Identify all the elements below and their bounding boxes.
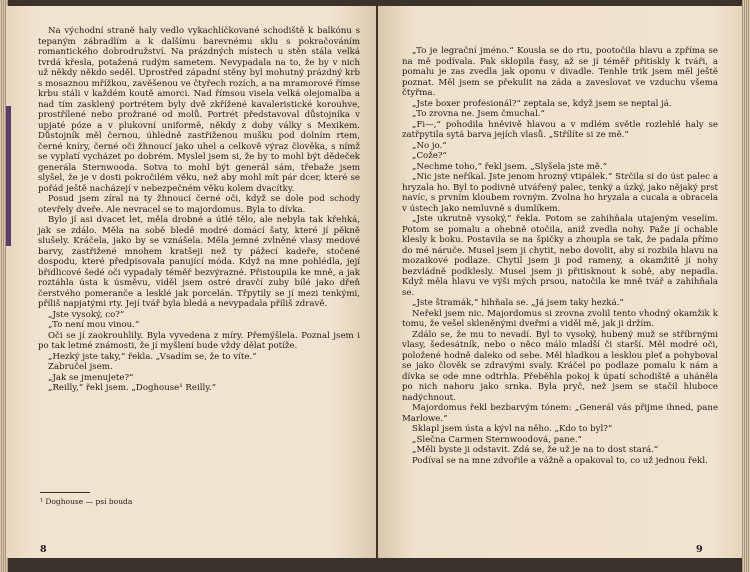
- left-page: [6, 6, 376, 558]
- paragraph: Neřekl jsem nic. Majordomus si zrovna zvolil tento vhodný okamžik k tomu, že vešel skleněnými dveřmi a viděl mě, jak ji držím.: [402, 308, 718, 329]
- paragraph: „Jste boxer profesionál?“ zeptala se, když jsem se neptal já.: [412, 98, 672, 109]
- paragraph: „Jak se jmenujete?“: [48, 372, 134, 383]
- paragraph: „Nic jste neříkal. Jste jenom hrozný vtipálek.“ Strčila si do úst palec a hryzala ho. Byl to podivně utvářený palec, tenký a úzký, jako nějaký prst navíc, s prvním kloubem rovným. Zvolna ho hryzala a cucala a obracela v ústech jako nemluvně s dumlíkem.: [402, 172, 718, 214]
- paragraph: Bylo jí asi dvacet let, měla drobné a útlé tělo, ale nebyla tak křehká, jak se zdálo. Měla na sobě bledě modré domácí šaty, které jí pěkně slušely. Kráčela, jako by se vznášela. Měla jemné zvlněné vlasy medové barvy, zastřižené mnohem kratšeji než ty pážecí kadeře, stočené dospodu, které předpisovala panující móda. Když na mne pohlédla, její břidlicové šedé oči vypadaly téměř bezvýrazné. Přistoupila ke mně, a jak roztáhla ústa k úsměvu, viděl jsem ostré dravčí zuby bílé jako dřeň čerstvého pomeranče a lesklé jak porcelán. Třpytily se jí mezi tenkými, příliš napjatými rty. Její tvář byla bledá a nevypadala příliš zdravě.: [38, 215, 360, 309]
- paragraph: „Fi—,“ pohodila hněvivě hlavou a v mdlém světle rozlehlé haly se zatřpytila sytá barva jejích vlasů. „Střílíte si ze mě.“: [402, 119, 718, 140]
- paragraph: „Měli byste ji odstavit. Zdá se, že už je na to dost stará.“: [412, 445, 659, 455]
- paragraph: „To zrovna ne. Jsem čmuchal.“: [412, 109, 545, 119]
- footnote: ¹ Doghouse — psí bouda: [40, 497, 133, 506]
- left-page-text: [38, 26, 360, 394]
- paragraph: „Hezký jste taky,“ řekla. „Vsadím se, že to víte.“: [48, 351, 257, 362]
- paragraph: Na východní straně haly vedlo vykachlíčkované schodiště k balkónu s tepaným zábradlím a k dalšímu barevnému sklu s pokračováním romantického dobrodružství. Na prázdných místech u stěn stála velká tvrdá křesla, potažená rudým sametem. Nevypadala na to, že by v nich už někdy někdo seděl. Uprostřed západní stěny byl mohutný prázdný krb s mosaznou mřížkou, zavěšenou ve čtyřech rozích, a na mramorové římse krbu stáli v každém koutě amorci. Nad římsou visela velká olejomalba a nad tím zasklený portrétem byly dvě zkřížené kavaleristické korouhve, prostřílené nebo prožrané od molů. Portrét představoval důstojníka v upjaté póze a v plukovní uniformě, někdy z doby války s Mexikem. Důstojník měl černou, úhledně zastřiženou mušku pod dolním rtem, černé kníry, černé oči žhnoucí jako uhel a celkově výraz člověka, s nímž se vyplatí vycházet po dobrém. Myslel jsem si, že by to mohl být dědeček generála Sternwooda. Sotva to mohl být generál sám, třebaže jsem slyšel, že je v dosti pokročilém věku, než aby mohl mít pár dcer, které se pořád ještě nacházejí v nebezpečném věku kolem dvacítky.: [38, 26, 360, 194]
- right-page-edges: [742, 0, 750, 572]
- right-page: [378, 6, 742, 558]
- bookmark-ribbon: [6, 106, 11, 246]
- paragraph: Oči se jí zaokrouhlily. Byla vyvedena z míry. Přemýšlela. Poznal jsem i po tak letmé známosti, že jí myšlení bude vždy dělat potíže.: [38, 330, 360, 351]
- paragraph: „To není mou vinou.“: [48, 320, 140, 330]
- paragraph: Zabručel jsem.: [48, 362, 113, 372]
- right-page-text: [402, 46, 718, 466]
- page-number-left: 8: [40, 544, 47, 555]
- paragraph: „Jste ukrutně vysoký,“ řekla. Potom se zahihňala utajeným veselím. Potom se pomalu a ohebně otočila, aniž zvedla nohy. Paže jí ochable klesly k boku. Postavila se na špičky a zhoupla se tak, že padala přímo do mé náruče. Musel jsem ji chytit, nebo dovolit, aby si rozbila hlavu na mozaikové podlaze. Chytil jsem ji pod rameny, a okamžitě jí nohy bezvládně podklesly. Musel jsem ji přitisknout k sobě, aby nepadla. Když měla hlavu ve výši mých prsou, natočila ke mně tvář a zahihňala se.: [402, 214, 718, 298]
- page-number-right: 9: [696, 544, 703, 555]
- paragraph: Zdálo se, že mu to nevadí. Byl to vysoký, hubený muž se stříbrnými vlasy, šedesátník, nebo o něco málo mladší či starší. Měl modré oči, položené hodně daleko od sebe. Měl hladkou a lesklou pleť a pohyboval se jako člověk se zdravými svaly. Kráčel po podlaze pomalu k nám a dívka se ode mne odtrhla. Přeběhla pokoj k úpatí schodiště a uháněla po nich nahoru jako srnka. Byla pryč, než jsem se stačil hluboce nadýchnout.: [402, 329, 718, 403]
- footnote-rule: [40, 492, 90, 493]
- paragraph: „Cože?“: [412, 151, 447, 161]
- paragraph: Majordomus řekl bezbarvým tónem: „Generál vás přijme ihned, pane Marlowe.“: [402, 403, 718, 424]
- paragraph: „To je legrační jméno.“ Kousla se do rtu, pootočila hlavu a zpříma se na mě podívala. Pak sklopila řasy, až se jí téměř přitiskly k tváři, a pomalu je zas zvedla jak oponu v divadle. Tenhle trik jsem měl ještě poznat. Měl jsem se překulit na záda a zaveslovat ve vzduchu všema čtyřma.: [402, 46, 718, 98]
- paragraph: Podíval se na mne zdvořile a vážně a opakoval to, co už jednou řekl.: [412, 455, 708, 466]
- paragraph: „No jo.“: [412, 140, 447, 151]
- paragraph: „Nechme toho,“ řekl jsem. „Slyšela jste mě.“: [412, 161, 607, 172]
- paragraph: „Slečna Carmen Sternwoodová, pane.“: [412, 434, 582, 445]
- paragraph: Sklapl jsem ústa a kývl na něho. „Kdo to byl?“: [412, 424, 613, 434]
- paragraph: „Jste vysoký, co?“: [48, 309, 125, 320]
- paragraph: „Jste štramák,“ hihňala se. „Já jsem taky hezká.“: [412, 298, 624, 308]
- paragraph: Posud jsem zíral na ty žhnoucí černé oči, když se dole pod schody otevřely dveře. Ale nevracel se to majordomus. Byla to dívka.: [38, 194, 360, 215]
- paragraph: „Reilly,“ řekl jsem. „Doghouse¹ Reilly.“: [48, 383, 217, 393]
